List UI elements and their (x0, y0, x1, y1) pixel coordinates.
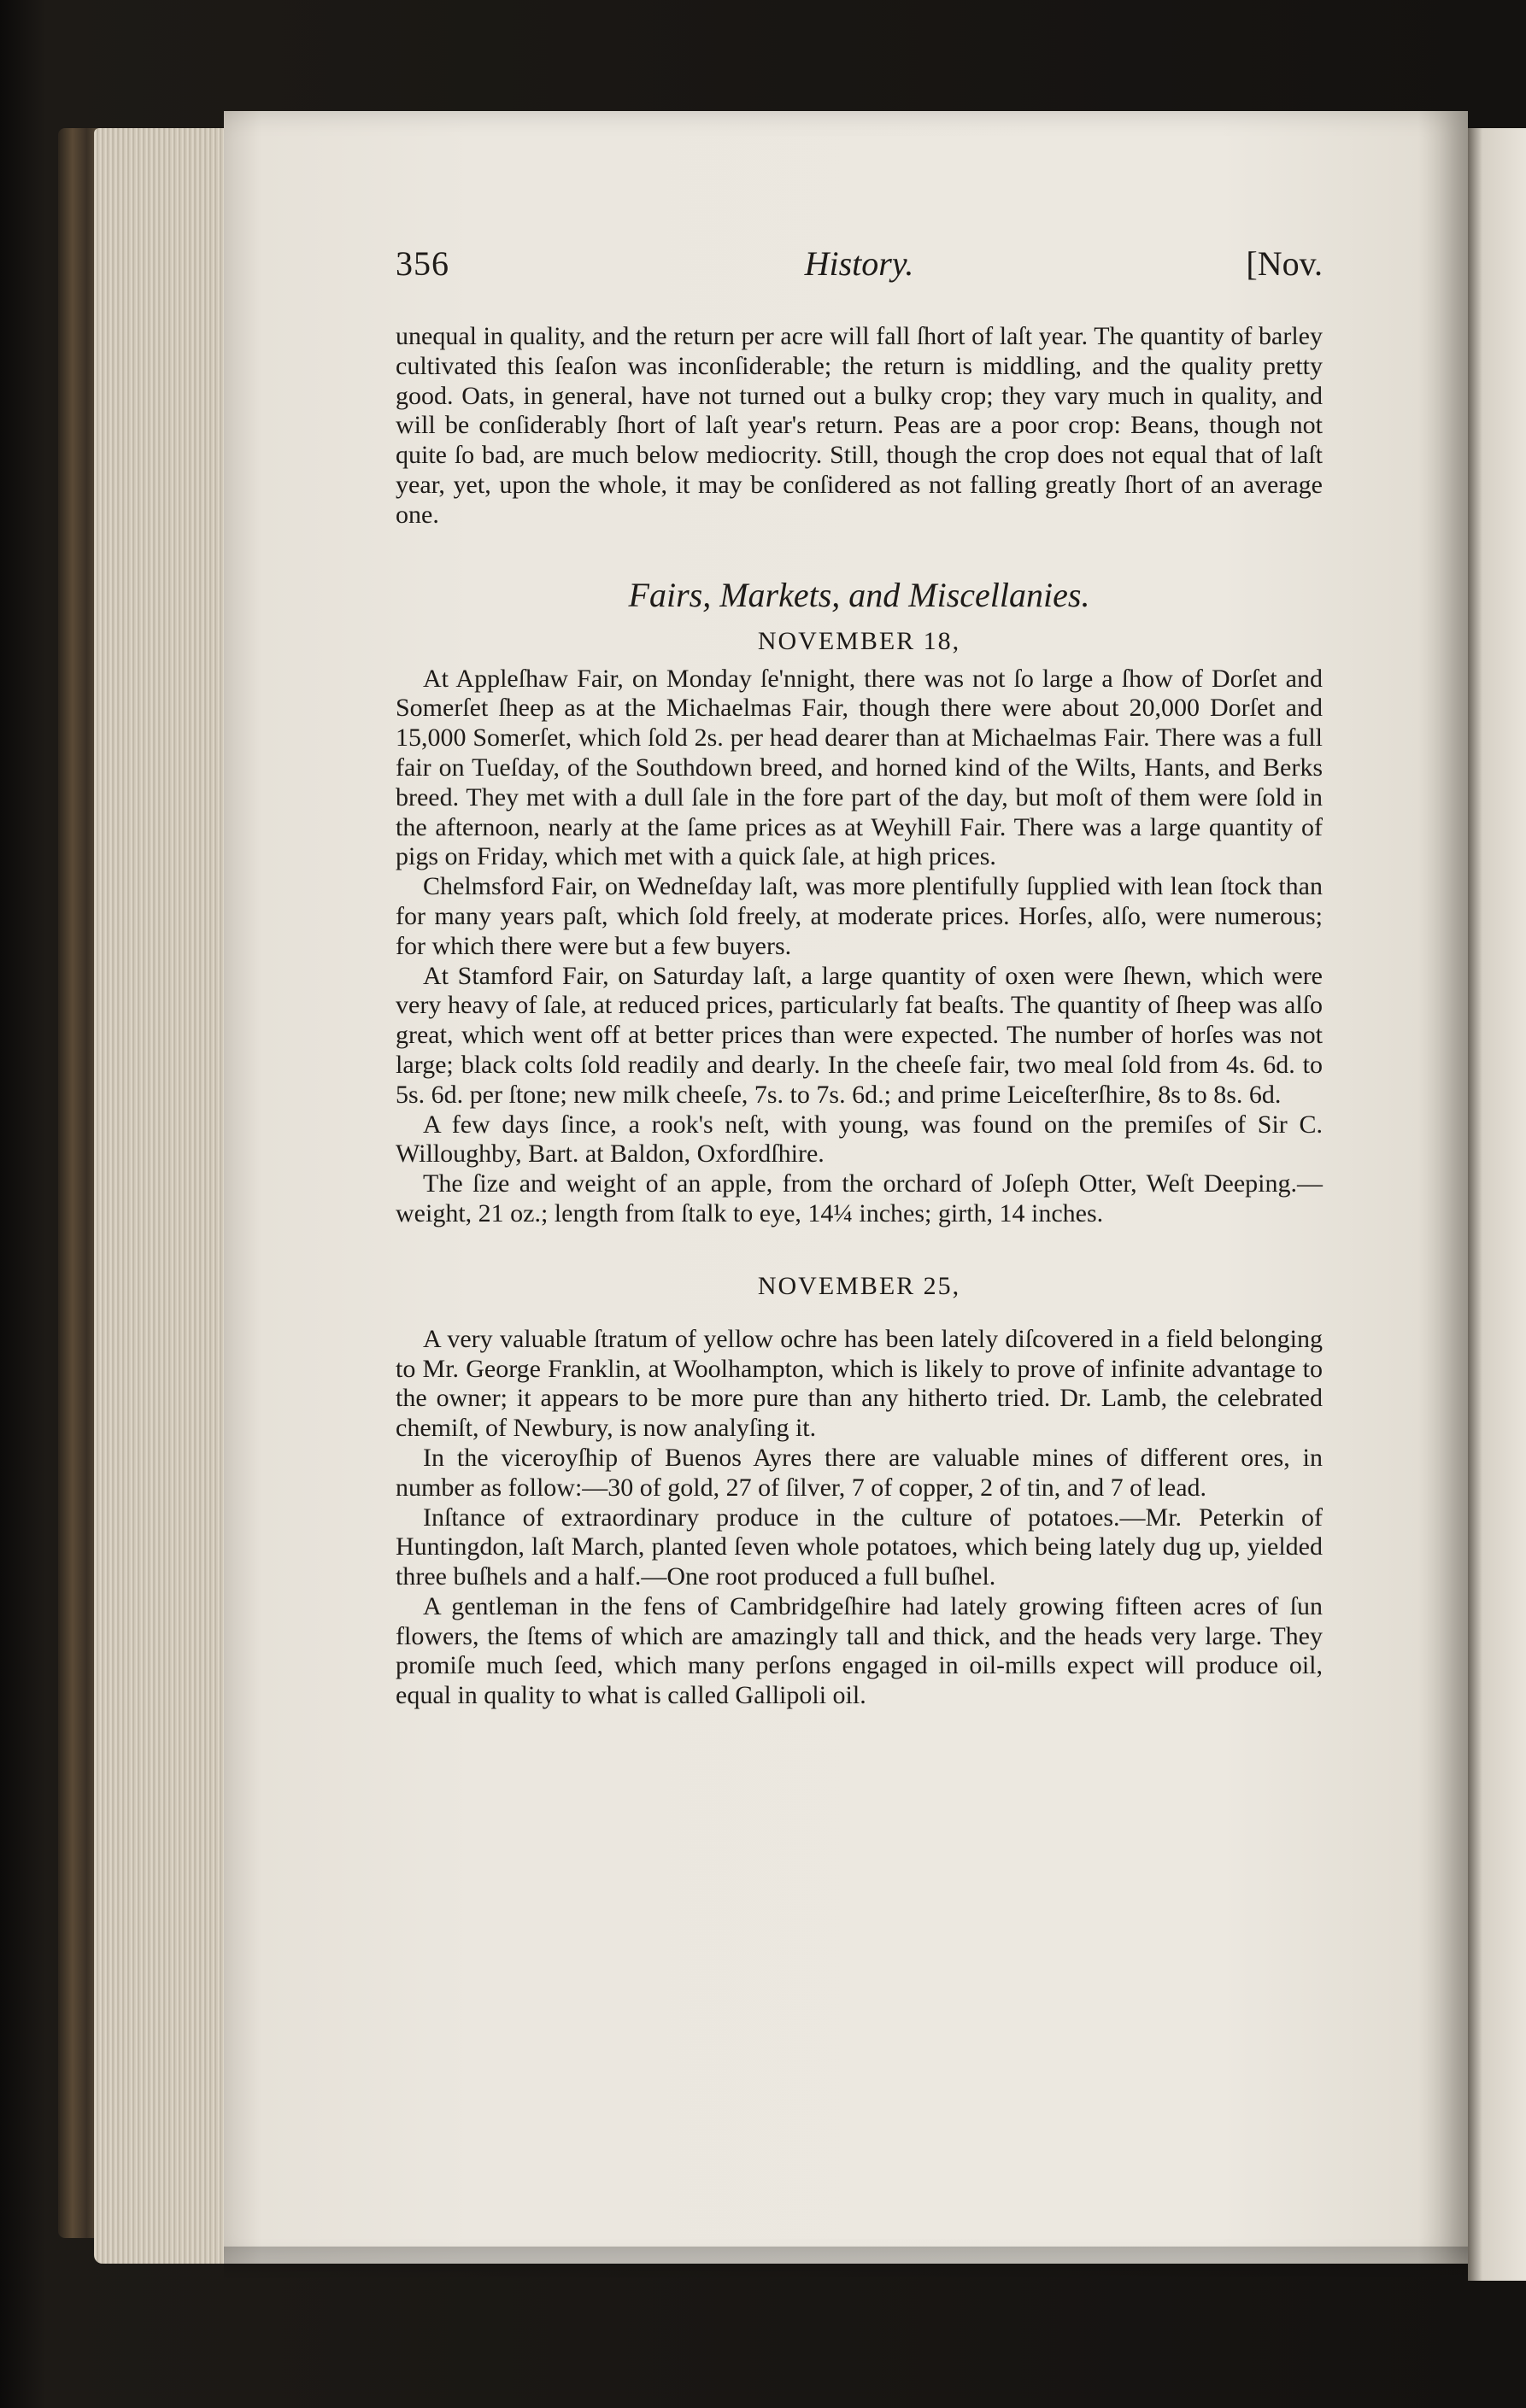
news-paragraph: At Stamford Fair, on Saturday laſt, a large quantity of oxen were ſhewn, which were very heavy of ſale, at reduced prices, particularly fat beaſts. The quantity of ſheep was alſo great, which went off at better prices than were expected. The number of horſes was not large; black colts ſold readily and dearly. In the cheeſe fair, two meal ſold from 4s. 6d. to 5s. 6d. per ſtone; new milk cheeſe, 7s. to 7s. 6d.; and prime Leiceſterſhire, 8s to 8s. 6d. (396, 961, 1323, 1109)
news-paragraph: At Appleſhaw Fair, on Monday ſe'nnight, there was not ſo large a ſhow of Dorſet and Somerſet ſheep as at the Michaelmas Fair, though there were about 20,000 Dorſet and 15,000 Somerſet, which ſold 2s. per head dearer than at Michaelmas Fair. There was a full fair on Tueſday, of the Southdown breed, and horned kind of the Wilts, Hants, and Berks breed. They met with a dull ſale in the fore part of the day, but moſt of them were ſold in the afternoon, nearly at the ſame prices as at Weyhill Fair. There was a large quantity of pigs on Friday, which met with a quick ſale, at high prices. (396, 664, 1323, 871)
header-month: [Nov. (1246, 244, 1323, 283)
date-heading: NOVEMBER 25, (757, 1271, 961, 1300)
news-paragraph: The ſize and weight of an apple, from the orchard of Joſeph Otter, Weſt Deeping.—weight, 21 oz.; length from ſtalk to eye, 14¼ inches; girth, 14 inches. (396, 1169, 1323, 1227)
page-edges (94, 128, 231, 2264)
running-title: History. (804, 244, 914, 283)
news-paragraph: A very valuable ſtratum of yellow ochre has been lately diſcovered in a field belonging to Mr. George Franklin, at Woolhampton, which is likely to prove of infinite advantage to the owner; it appears to be more pure than any hitherto tried. Dr. Lamb, the celebrated chemiſt, of Newbury, is now analyſing it. (396, 1324, 1323, 1443)
news-paragraph: In the viceroyſhip of Buenos Ayres there are valuable mines of different ores, in number as follow:—30 of gold, 27 of ſilver, 7 of copper, 2 of tin, and 7 of lead. (396, 1443, 1323, 1502)
date-heading: NOVEMBER 18, (757, 626, 961, 655)
page-shadow (224, 2247, 1468, 2281)
facing-page-edge (1468, 128, 1526, 2281)
page-number: 356 (396, 244, 449, 283)
opening-paragraph: unequal in quality, and the return per acre will fall ſhort of laſt year. The quantity of barley cultivated this ſeaſon was inconſiderable; the return is middling, and the quality pretty good. Oats, in general, have not turned out a bulky crop; they vary much in quality, and will be conſiderably ſhort of laſt year's return. Peas are a poor crop: Beans, though not quite ſo bad, are much below mediocrity. Still, though the crop does not equal that of laſt year, yet, upon the whole, it may be conſidered as not falling greatly ſhort of an average one. (396, 322, 1323, 529)
news-paragraph: A few days ſince, a rook's neſt, with young, was found on the premiſes of Sir C. Willoughby, Bart. at Baldon, Oxfordſhire. (396, 1110, 1323, 1169)
page-text (396, 243, 1323, 1711)
running-header (396, 243, 1323, 303)
news-paragraph: A gentleman in the fens of Cambridgeſhire had lately growing fifteen acres of ſun flowers, the ſtems of which are amazingly tall and thick, and the heads very large. They promiſe much ſeed, which many perſons engaged in oil-mills expect will produce oil, equal in quality to what is called Gallipoli oil. (396, 1591, 1323, 1710)
news-paragraph: Inſtance of extraordinary produce in the culture of potatoes.—Mr. Peterkin of Huntingdon, laſt March, planted ſeven whole potatoes, which being lately dug up, yielded three buſhels and a half.—One root produced a full buſhel. (396, 1503, 1323, 1591)
section-title: Fairs, Markets, and Miscellanies. (628, 575, 1090, 614)
news-paragraph: Chelmsford Fair, on Wedneſday laſt, was more plentifully ſupplied with lean ſtock than for many years paſt, which ſold freely, at moderate prices. Horſes, alſo, were numerous; for which there were but a few buyers. (396, 872, 1323, 960)
